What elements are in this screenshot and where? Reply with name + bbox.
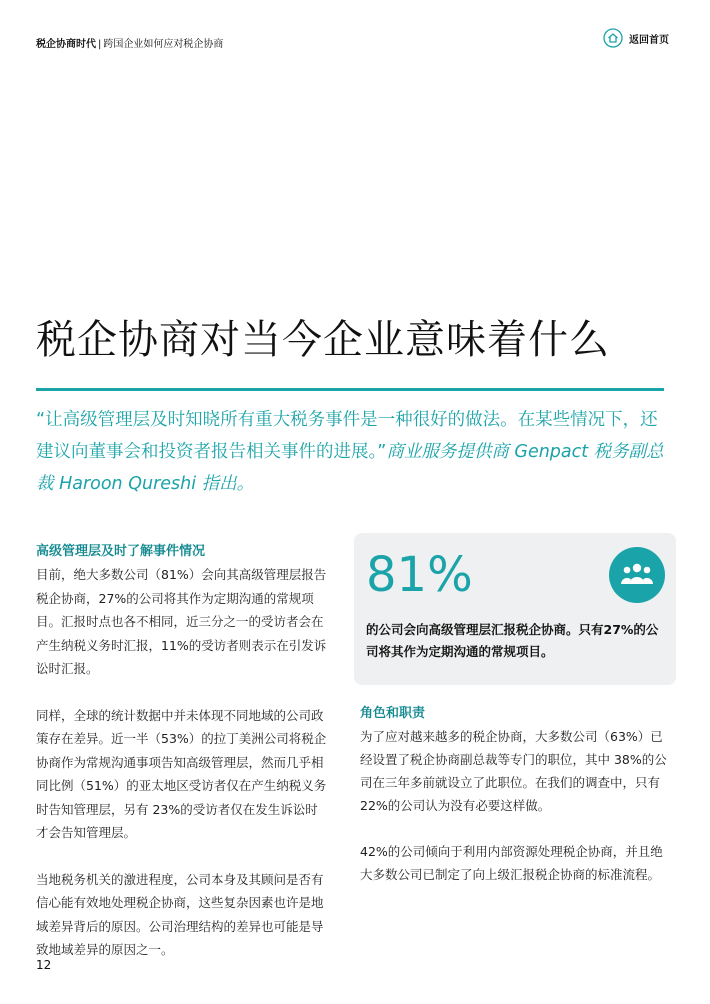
stat-value: 81%	[366, 547, 473, 603]
left-column	[36, 541, 328, 962]
group-icon	[609, 547, 665, 603]
page-number: 12	[36, 958, 52, 972]
title-divider	[36, 388, 664, 391]
series-title: 税企协商时代	[36, 39, 96, 50]
paragraph: 为了应对越来越多的税企协商，大多数公司（63%）已经设置了税企协商副总裁等专门的职位，其中 38%的公司在三年多前就设立了此职位。在我们的调查中，只有 22%的公司认为没有必要这样做。	[360, 729, 667, 813]
home-link[interactable]	[603, 28, 669, 48]
home-icon	[603, 28, 623, 48]
running-header	[36, 35, 223, 50]
home-link-label: 返回首页	[629, 34, 669, 46]
right-column	[360, 703, 670, 886]
section-heading-roles: 角色和职责	[360, 706, 426, 721]
quote-attribution: 商业服务提供商 Genpact 税务副总裁 Haroon Qureshi 指出。	[36, 442, 664, 494]
page-title: 税企协商对当今企业意味着什么	[36, 317, 610, 363]
header-separator: |	[98, 39, 102, 50]
paragraph: 同样，全球的统计数据中并未体现不同地域的公司政策存在差异。近一半（53%）的拉丁美洲公司将税企协商作为常规沟通事项告知高级管理层，然而几乎相同比例（51%）的亚太地区受访者仅在产生纳税义务时告知管理层，另有 23%的受访者仅在发生诉讼时才会告知管理层。	[36, 707, 327, 840]
stat-description: 的公司会向高级管理层汇报税企协商。只有27%的公司将其作为定期沟通的常规项目。	[366, 622, 659, 659]
header-subtitle: 跨国企业如何应对税企协商	[103, 39, 224, 50]
quote-text: “让高级管理层及时知晓所有重大税务事件是一种很好的做法。在某些情况下，还建议向董事会和投资者报告相关事件的进展。”	[36, 410, 658, 462]
paragraph: 当地税务机关的激进程度，公司本身及其顾问是否有信心能有效地处理税企协商，这些复杂因素也许是地域差异背后的原因。公司治理结构的差异也可能是导致地域差异的原因之一。	[36, 871, 324, 957]
section-heading-management: 高级管理层及时了解事件情况	[36, 544, 206, 559]
paragraph: 目前，绝大多数公司（81%）会向其高级管理层报告税企协商，27%的公司将其作为定期沟通的常规项目。汇报时点也各不相同，近三分之一的受访者会在产生纳税义务时汇报，11%的受访者则表示在引发诉讼时汇报。	[36, 567, 327, 676]
stat-callout	[354, 533, 676, 685]
paragraph: 42%的公司倾向于利用内部资源处理税企协商，并且绝大多数公司已制定了向上级汇报税企协商的标准流程。	[360, 844, 663, 882]
pull-quote	[36, 404, 668, 500]
